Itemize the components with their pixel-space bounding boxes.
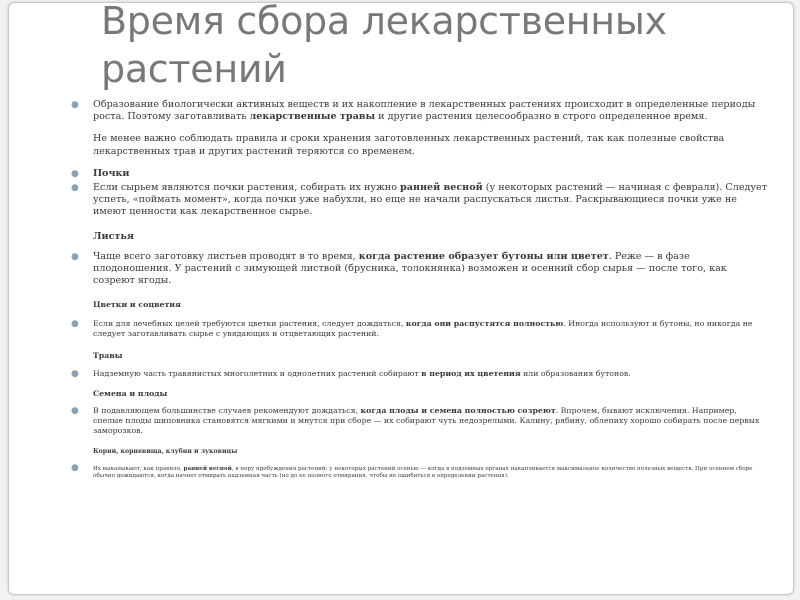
heading-roots: Корни, корневища, клубни и луковицы: [93, 448, 238, 456]
slide-title: [101, 2, 741, 93]
slide-title-line1: Время сбора лекарственных: [101, 2, 667, 43]
bullet-icon: ●: [71, 405, 79, 416]
list-item-flowers: [69, 319, 769, 362]
paragraph-buds: Если сырьем являются почки растения, собирать их нужно ранней весной (у некоторых растений — начиная с февраля). Следует успеть, «поймать момент», когда почки уже набухли, но еще не начали распускаться листья. Раскрывающиеся почки уже не имеют ценности как лекарственное сырье.: [93, 182, 768, 218]
slide-title-line2: растений: [101, 47, 287, 91]
bullet-icon: ●: [71, 183, 79, 194]
slide: [8, 2, 794, 595]
bold-flowering-period: в период их цветения: [421, 369, 521, 379]
paragraph-intro: Образование биологически активных веществ и их накопление в лекарственных растениях происходит в определенные периоды роста. Поэтому заготавливать лекарственные травы и другие растения целесообразно в строго определенное время.: [93, 99, 756, 123]
paragraph-herbs: Надземную часть травянистых многолетних и однолетних растений собирают в период их цветения или образования бутонов.: [93, 369, 631, 379]
list-item-herbs: [69, 369, 769, 399]
list-item-intro: [69, 99, 769, 158]
heading-buds: Почки: [93, 167, 130, 179]
heading-herbs: Травы: [93, 351, 123, 361]
bold-fully-bloomed: когда они распустятся полностью: [405, 318, 564, 328]
bold-early-spring-roots: ранней весной: [183, 465, 232, 472]
slide-content: [69, 99, 769, 480]
list-item-buds: [69, 182, 769, 243]
paragraph-seeds: В подавляющем большинстве случаев рекомендуют дождаться, когда плоды и семена полностью созреют. Впрочем, бывают исключения. Например, спелые плоды шиповника становятся мягкими и мнутся при сборе — их собирают чуть недозрелыми. Калину, рябину, облепиху хорошо собирать после первых заморозков.: [93, 405, 760, 436]
paragraph-storage: Не менее важно соблюдать правила и сроки хранения заготовленных лекарственных растений, так как полезные свойства лекарственных трав и других растений теряются со временем.: [93, 133, 725, 157]
list-item-buds-heading: [69, 168, 769, 180]
paragraph-roots: Их выкапывают, как правило, ранней весной, в пору пробуждения растений; у некоторых растений осенью — когда в подземных органах накапливается максимальное количество полезных веществ. При осеннем сборе обычно дожидаются, когда начнет отмирать надземная часть (но до ее полного отмирания, чтобы не ошибиться в определении растения).: [93, 465, 753, 480]
paragraph-flowers: Если для лечебных целей требуются цветки растения, следует дождаться, когда они распустятся полностью. Иногда используют и бутоны, но никогда не следует заготавливать сырье с увядающих и отцветающих растений.: [93, 318, 753, 338]
bullet-icon: ●: [71, 100, 79, 110]
bold-medicinal-herbs: лекарственные травы: [249, 111, 376, 123]
heading-leaves: Листья: [93, 230, 134, 242]
heading-flowers: Цветки и соцветия: [93, 300, 181, 310]
bullet-icon: ●: [71, 251, 79, 262]
bullet-icon: ●: [71, 168, 79, 179]
list-item-leaves: [69, 251, 769, 311]
paragraph-leaves: Чаще всего заготовку листьев проводят в то время, когда растение образует бутоны или цветет. Реже — в фазе плодоношения. У растений с зимующей листвой (брусника, толокнянка) возможен и осенний сбор сырья — после того, как созреют ягоды.: [93, 250, 727, 287]
bold-fully-ripe: когда плоды и семена полностью созреют: [360, 405, 556, 415]
list-item-roots: [69, 462, 769, 481]
bullet-icon: ●: [71, 369, 79, 380]
bullet-icon: ●: [71, 462, 79, 473]
bold-buds-or-flowering: когда растение образует бутоны или цветет: [358, 250, 609, 262]
list-item-seeds: [69, 406, 769, 456]
heading-seeds: Семена и плоды: [93, 389, 168, 399]
bold-early-spring: ранней весной: [400, 182, 483, 194]
bullet-icon: ●: [71, 318, 79, 329]
